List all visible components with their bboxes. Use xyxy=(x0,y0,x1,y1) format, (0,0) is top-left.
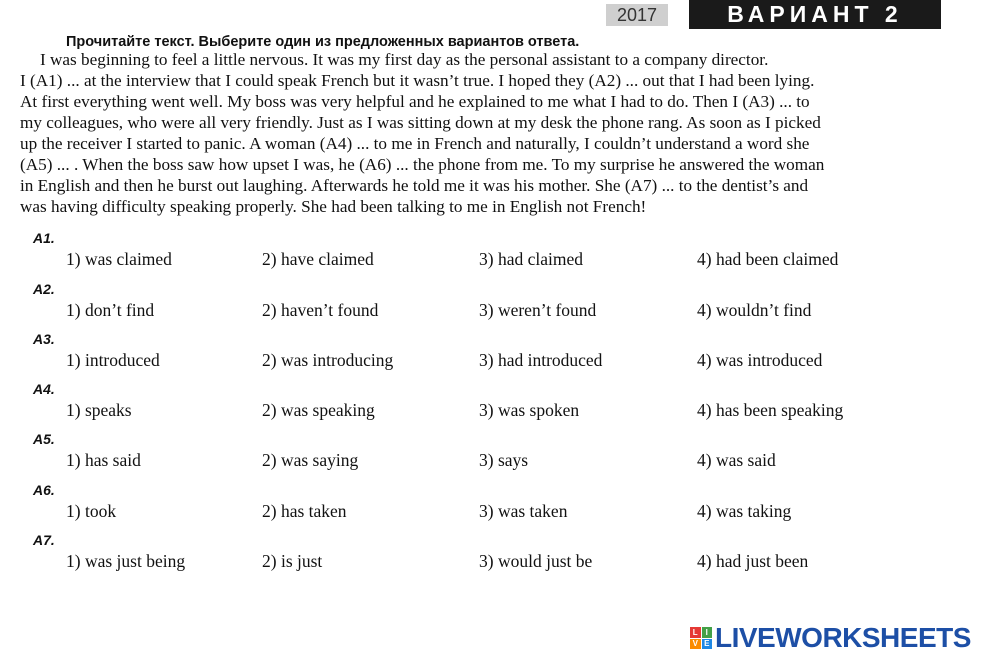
answer-option[interactable]: 3) weren’t found xyxy=(479,300,597,320)
year-badge: 2017 xyxy=(606,4,668,26)
answer-option[interactable]: 1) speaks xyxy=(66,400,132,420)
answer-option[interactable]: 3) says xyxy=(479,450,529,470)
question-label: A7. xyxy=(33,532,55,548)
answer-option[interactable]: 2) has taken xyxy=(262,501,347,521)
passage-line: in English and then he burst out laughing. Afterwards he told me it was his mother. She (A7) ... to the dentist’s and xyxy=(20,176,809,195)
answer-option[interactable]: 3) had claimed xyxy=(479,249,583,269)
passage-line: At first everything went well. My boss was very helpful and he explained to me what I had to do. Then I (A3) ... to xyxy=(20,92,810,111)
question-label: A6. xyxy=(33,482,55,498)
question-label: A5. xyxy=(33,431,55,447)
passage-line: I was beginning to feel a little nervous. It was my first day as the personal assistant to a company director. xyxy=(40,50,769,69)
answer-option[interactable]: 4) had been claimed xyxy=(697,249,839,269)
liveworksheets-logo-text: LIVEWORKSHEETS xyxy=(715,622,971,653)
answer-option[interactable]: 1) don’t find xyxy=(66,300,155,320)
passage-line: I (A1) ... at the interview that I could speak French but it wasn’t true. I hoped they (A2) ... out that I had been lying. xyxy=(20,71,815,90)
answer-option[interactable]: 4) was taking xyxy=(697,501,792,521)
passage-line: (A5) ... . When the boss saw how upset I was, he (A6) ... the phone from me. To my surprise he answered the woman xyxy=(20,155,825,174)
variant-banner: ВАРИАНТ 2 xyxy=(689,0,941,29)
answer-option[interactable]: 4) had just been xyxy=(697,551,809,571)
answer-option[interactable]: 1) took xyxy=(66,501,117,521)
question-label: A4. xyxy=(33,381,55,397)
answer-option[interactable]: 1) introduced xyxy=(66,350,160,370)
answer-option[interactable]: 2) was saying xyxy=(262,450,359,470)
answer-option[interactable]: 3) had introduced xyxy=(479,350,603,370)
passage-line: was having difficulty speaking properly. She had been talking to me in English not French! xyxy=(20,197,647,216)
answer-option[interactable]: 1) has said xyxy=(66,450,141,470)
answer-option[interactable]: 3) would just be xyxy=(479,551,593,571)
passage-line: up the receiver I started to panic. A woman (A4) ... to me in French and naturally, I couldn’t understand a word she xyxy=(20,134,810,153)
answer-option[interactable]: 4) was introduced xyxy=(697,350,823,370)
answer-option[interactable]: 2) have claimed xyxy=(262,249,374,269)
passage-line: my colleagues, who were all very friendly. Just as I was sitting down at my desk the phone rang. As soon as I picked xyxy=(20,113,821,132)
answer-option[interactable]: 4) wouldn’t find xyxy=(697,300,812,320)
answer-option[interactable]: 4) has been speaking xyxy=(697,400,844,420)
question-label: A1. xyxy=(33,230,55,246)
liveworksheets-logo xyxy=(690,623,971,653)
answer-option[interactable]: 2) was introducing xyxy=(262,350,394,370)
answer-option[interactable]: 2) was speaking xyxy=(262,400,375,420)
answer-option[interactable]: 3) was taken xyxy=(479,501,568,521)
instruction-text: Прочитайте текст. Выберите один из предложенных вариантов ответа. xyxy=(66,34,580,50)
answer-option[interactable]: 4) was said xyxy=(697,450,776,470)
answer-option[interactable]: 1) was claimed xyxy=(66,249,172,269)
answer-option[interactable]: 2) haven’t found xyxy=(262,300,379,320)
liveworksheets-logo-icon: L I V E xyxy=(690,627,712,649)
answer-option[interactable]: 2) is just xyxy=(262,551,323,571)
answer-option[interactable]: 3) was spoken xyxy=(479,400,580,420)
question-label: A3. xyxy=(33,331,55,347)
answer-option[interactable]: 1) was just being xyxy=(66,551,186,571)
question-label: A2. xyxy=(33,281,55,297)
